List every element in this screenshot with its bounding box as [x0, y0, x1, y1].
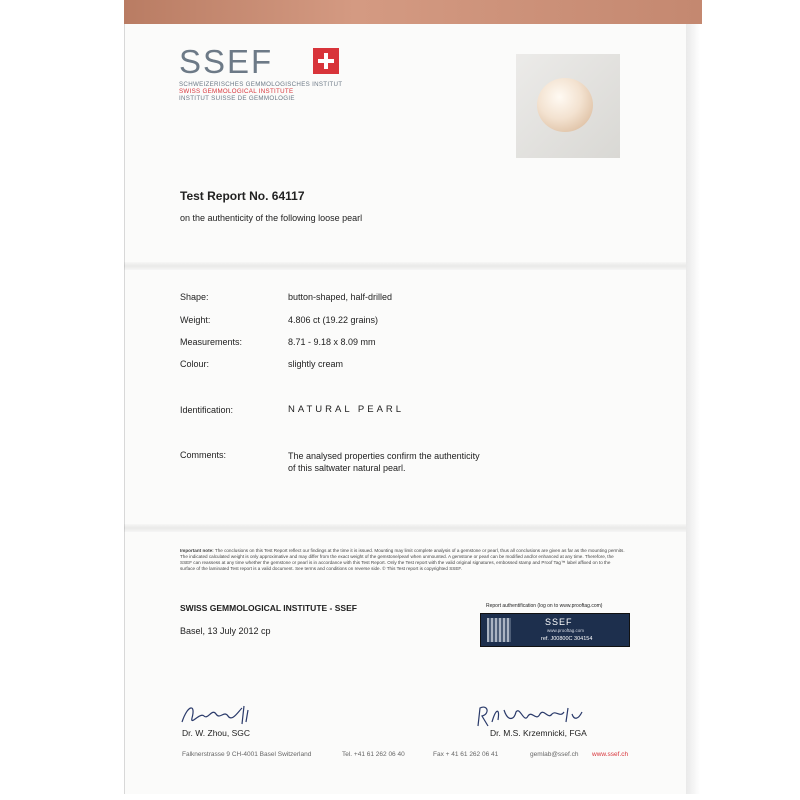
- comments-label: Comments:: [180, 450, 227, 460]
- weight-value: 4.806 ct (19.22 grains): [288, 315, 379, 325]
- weight-label: Weight:: [180, 315, 211, 325]
- measurements-value: 8.71 - 9.18 x 8.09 mm: [288, 337, 376, 347]
- footer-web: www.ssef.ch: [592, 751, 629, 758]
- footer-address: Falknerstrasse 9 CH-4001 Basel Switzerland: [182, 751, 312, 758]
- auth-title: Report authentification (log on to www.prooftag.com): [486, 603, 603, 609]
- signature-name-zhou: Dr. W. Zhou, SGC: [182, 728, 251, 738]
- comments-line: The analysed properties confirm the authenticity: [288, 451, 480, 461]
- identification-value: NATURAL PEARL: [288, 404, 405, 415]
- shape-value: button-shaped, half-drilled: [288, 292, 393, 302]
- report-subtitle: on the authenticity of the following loose pearl: [180, 213, 363, 223]
- auth-logo: SSEF: [545, 617, 573, 627]
- fold-line: [124, 262, 686, 270]
- pearl-image: [537, 78, 593, 132]
- institute-name-fr: INSTITUT SUISSE DE GEMMOLOGIE: [179, 95, 295, 102]
- footer-tel: Tel. +41 61 262 06 40: [342, 751, 405, 758]
- institute-name-en: SWISS GEMMOLOGICAL INSTITUTE: [179, 88, 294, 95]
- qr-code-icon: [487, 618, 511, 642]
- note-text: The conclusions on this Test Report reflect our findings at the time it is issued. Mounting may limit complete analysis of a gemstone or pearl, thus all conclusions are given as far as the mounting permits. The indicated calculated weight is only approximative and may differ from the exact weight of the gemstone/pearl when unmounted. A gemstone or pearl can be modified and/or enhanced at any time. Therefore, the SSEF can reassess at any time whether the gemstone or pearl is in accordance with this Test Report. Only the Test report with the valid original signatures, embossed stamp and Proof Tag™ label affixed on to the surface of the laminated Test report is a valid document. See terms and conditions on reverse side. © This Test report is copyrighted SSEF.: [180, 548, 625, 572]
- report-title: Test Report No. 64117: [180, 189, 305, 203]
- issuer-institute: SWISS GEMMOLOGICAL INSTITUTE - SSEF: [180, 603, 357, 613]
- footer-email: gemlab@ssef.ch: [530, 751, 579, 758]
- signature-name-krzemnicki: Dr. M.S. Krzemnicki, FGA: [490, 728, 587, 738]
- top-color-band: [124, 0, 702, 24]
- issue-date: Basel, 13 July 2012 cp: [180, 626, 271, 636]
- signature-zhou: [178, 700, 258, 730]
- colour-label: Colour:: [180, 359, 210, 369]
- page-shadow: [686, 24, 700, 794]
- comments-text: [288, 450, 508, 474]
- colour-value: slightly cream: [288, 359, 344, 369]
- swiss-cross-icon: [313, 48, 339, 74]
- note-heading: Important note:: [180, 548, 214, 553]
- fold-line: [124, 524, 686, 532]
- identification-label: Identification:: [180, 405, 234, 415]
- institute-name-de: SCHWEIZERISCHES GEMMOLOGISCHES INSTITUT: [179, 81, 343, 88]
- footer-fax: Fax + 41 61 262 06 41: [433, 751, 499, 758]
- auth-url: www.prooftag.com: [547, 628, 585, 633]
- important-note: [180, 548, 626, 572]
- comments-line: of this saltwater natural pearl.: [288, 463, 406, 473]
- ssef-logo: SSEF: [179, 43, 274, 80]
- prooftag-label: [480, 613, 630, 647]
- shape-label: Shape:: [180, 292, 209, 302]
- measurements-label: Measurements:: [180, 337, 243, 347]
- auth-ref: ref. J00800C 304154: [541, 636, 593, 642]
